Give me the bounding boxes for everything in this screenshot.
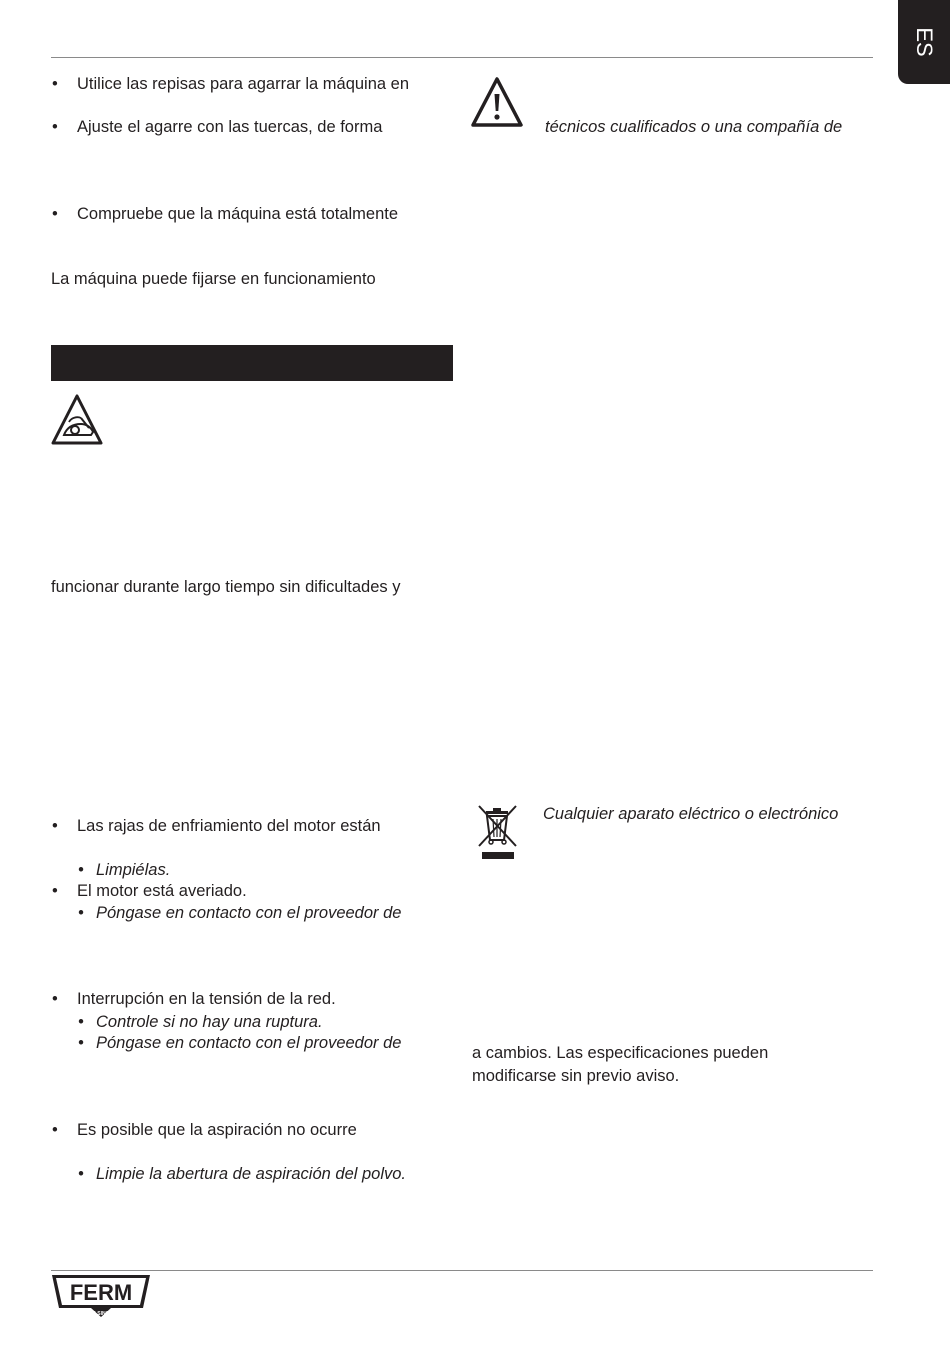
paragraph-text: La máquina puede fijarse en funcionamiento [51, 270, 376, 288]
solution-text: Limpie la abertura de aspiración del polvo. [96, 1165, 407, 1183]
solution-text: Póngase en contacto con el proveedor de [96, 1034, 402, 1052]
sub-bullet-marker: • [78, 1034, 84, 1052]
bullet-marker: • [52, 205, 58, 223]
language-tab-label: ES [912, 27, 937, 57]
bullet-marker: • [52, 882, 58, 900]
sub-bullet-marker: • [78, 1013, 84, 1031]
weee-bin-icon [476, 804, 520, 862]
bullet-marker: • [52, 118, 58, 136]
maintenance-warning-icon [51, 394, 103, 446]
language-tab [898, 0, 950, 84]
header-rule [51, 57, 873, 58]
fault-text: Es posible que la aspiración no ocurre [77, 1121, 357, 1139]
bullet-text: Utilice las repisas para agarrar la máquina en [77, 75, 409, 93]
bullet-marker: • [52, 1121, 58, 1139]
solution-text: Controle si no hay una ruptura. [96, 1013, 323, 1031]
bullet-marker: • [52, 817, 58, 835]
fault-text: El motor está averiado. [77, 882, 247, 900]
bullet-text: Compruebe que la máquina está totalmente [77, 205, 399, 223]
fault-text: Las rajas de enfriamiento del motor están [77, 817, 381, 835]
warning-text: técnicos cualificados o una compañía de [545, 118, 843, 136]
footer-rule [51, 1270, 873, 1271]
paragraph-text: funcionar durante largo tiempo sin dificultades y [51, 578, 401, 596]
changes-text-line-1: a cambios. Las especificaciones pueden [472, 1044, 769, 1062]
bullet-marker: • [52, 75, 58, 93]
sub-bullet-marker: • [78, 904, 84, 922]
sub-bullet-marker: • [78, 861, 84, 879]
bullet-marker: • [52, 990, 58, 1008]
weee-text: Cualquier aparato eléctrico o electrónico [543, 805, 839, 823]
solution-text: Póngase en contacto con el proveedor de [96, 904, 402, 922]
sub-bullet-marker: • [78, 1165, 84, 1183]
section-heading-bar [51, 345, 453, 381]
bullet-text: Ajuste el agarre con las tuercas, de forma [77, 118, 383, 136]
ferm-logo [51, 1274, 151, 1318]
ferm-logo-tagline: POWER SINCE 1941 [76, 1311, 126, 1317]
fault-text: Interrupción en la tensión de la red. [77, 990, 336, 1008]
warning-triangle-icon [471, 76, 523, 128]
ferm-logo-text: FERM [69, 1280, 133, 1305]
solution-text: Limpiélas. [96, 861, 171, 879]
changes-text-line-2: modificarse sin previo aviso. [472, 1067, 680, 1085]
